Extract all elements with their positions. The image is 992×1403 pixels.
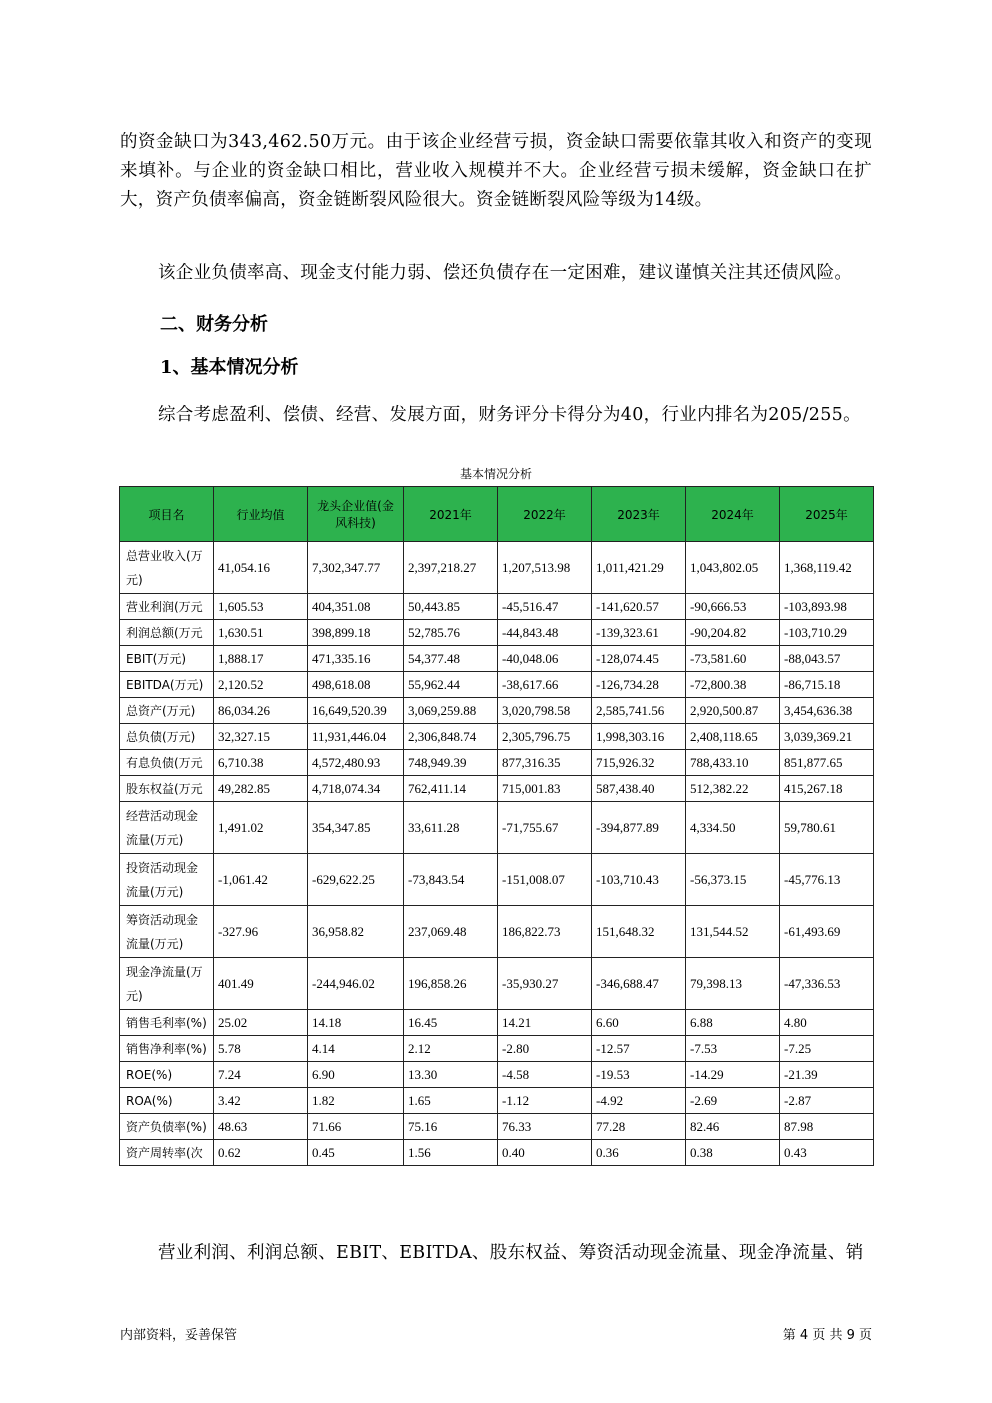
column-header: 2025年 (780, 487, 874, 542)
table-cell: 6.60 (592, 1010, 686, 1036)
table-cell: -7.53 (686, 1036, 780, 1062)
column-header: 2021年 (404, 487, 498, 542)
table-cell: -47,336.53 (780, 958, 874, 1010)
table-cell: -73,843.54 (404, 854, 498, 906)
table-cell: 404,351.08 (308, 594, 404, 620)
row-label: ROA(%) (120, 1088, 214, 1114)
table-cell: -103,710.43 (592, 854, 686, 906)
table-cell: 14.18 (308, 1010, 404, 1036)
table-cell: 0.40 (498, 1140, 592, 1166)
row-label: 有息负债(万元 (120, 750, 214, 776)
table-cell: -56,373.15 (686, 854, 780, 906)
table-cell: 1,998,303.16 (592, 724, 686, 750)
table-cell: 3,039,369.21 (780, 724, 874, 750)
table-cell: 7.24 (214, 1062, 308, 1088)
row-label: 投资活动现金流量(万元) (120, 854, 214, 906)
table-row (120, 698, 874, 724)
table-cell: 82.46 (686, 1114, 780, 1140)
table-cell: 4,718,074.34 (308, 776, 404, 802)
row-label: EBITDA(万元) (120, 672, 214, 698)
table-cell: -19.53 (592, 1062, 686, 1088)
table-row (120, 672, 874, 698)
table-cell: -244,946.02 (308, 958, 404, 1010)
table-cell: -103,710.29 (780, 620, 874, 646)
table-cell: 79,398.13 (686, 958, 780, 1010)
table-cell: 4,334.50 (686, 802, 780, 854)
table-cell: 3,069,259.88 (404, 698, 498, 724)
table-cell: -103,893.98 (780, 594, 874, 620)
table-cell: 16,649,520.39 (308, 698, 404, 724)
table-cell: 398,899.18 (308, 620, 404, 646)
table-cell: 86,034.26 (214, 698, 308, 724)
table-row (120, 854, 874, 906)
table-cell: 1.82 (308, 1088, 404, 1114)
table-row (120, 620, 874, 646)
table-cell: -40,048.06 (498, 646, 592, 672)
table-cell: -126,734.28 (592, 672, 686, 698)
paragraph-funding-gap: 的资金缺口为343,462.50万元。由于该企业经营亏损，资金缺口需要依靠其收入和资产的变现来填补。与企业的资金缺口相比，营业收入规模并不大。企业经营亏损未缓解，资金缺口在扩大，资产负债率偏高，资金链断裂风险很大。资金链断裂风险等级为14级。 (120, 132, 872, 210)
table-cell: 877,316.35 (498, 750, 592, 776)
table-cell: -629,622.25 (308, 854, 404, 906)
table-cell: 715,926.32 (592, 750, 686, 776)
table-cell: 41,054.16 (214, 542, 308, 594)
table-cell: 6,710.38 (214, 750, 308, 776)
table-row (120, 906, 874, 958)
table-cell: 71.66 (308, 1114, 404, 1140)
table-cell: 2,120.52 (214, 672, 308, 698)
row-label: 现金净流量(万元) (120, 958, 214, 1010)
table-cell: -151,008.07 (498, 854, 592, 906)
table-header-row (120, 487, 874, 542)
row-label: 营业利润(万元 (120, 594, 214, 620)
table-cell: 715,001.83 (498, 776, 592, 802)
table-cell: 14.21 (498, 1010, 592, 1036)
table-cell: -14.29 (686, 1062, 780, 1088)
table-cell: 3.42 (214, 1088, 308, 1114)
row-label: 股东权益(万元 (120, 776, 214, 802)
table-cell: -38,617.66 (498, 672, 592, 698)
table-row (120, 1036, 874, 1062)
column-header: 2024年 (686, 487, 780, 542)
table-cell: -2.87 (780, 1088, 874, 1114)
table-cell: -88,043.57 (780, 646, 874, 672)
table-cell: -4.92 (592, 1088, 686, 1114)
table-cell: 49,282.85 (214, 776, 308, 802)
table-cell: -2.69 (686, 1088, 780, 1114)
table-cell: 196,858.26 (404, 958, 498, 1010)
table-row (120, 1062, 874, 1088)
table-cell: 587,438.40 (592, 776, 686, 802)
table-cell: 3,454,636.38 (780, 698, 874, 724)
financial-table (119, 486, 874, 1166)
table-cell: -1,061.42 (214, 854, 308, 906)
table-cell: 7,302,347.77 (308, 542, 404, 594)
table-row (120, 594, 874, 620)
table-cell: 1.65 (404, 1088, 498, 1114)
table-cell: 76.33 (498, 1114, 592, 1140)
table-cell: -7.25 (780, 1036, 874, 1062)
table-cell: 11,931,446.04 (308, 724, 404, 750)
table-cell: -346,688.47 (592, 958, 686, 1010)
table-row (120, 1114, 874, 1140)
table-cell: 4.80 (780, 1010, 874, 1036)
table-cell: 401.49 (214, 958, 308, 1010)
table-cell: 50,443.85 (404, 594, 498, 620)
table-cell: -4.58 (498, 1062, 592, 1088)
table-cell: 36,958.82 (308, 906, 404, 958)
table-cell: 1,491.02 (214, 802, 308, 854)
table-cell: 1,207,513.98 (498, 542, 592, 594)
table-cell: 186,822.73 (498, 906, 592, 958)
table-cell: 52,785.76 (404, 620, 498, 646)
table-cell: 4.14 (308, 1036, 404, 1062)
row-label: 销售净利率(%) (120, 1036, 214, 1062)
table-cell: 762,411.14 (404, 776, 498, 802)
table-cell: -86,715.18 (780, 672, 874, 698)
table-cell: 2,306,848.74 (404, 724, 498, 750)
table-caption: 基本情况分析 (459, 467, 532, 481)
table-cell: 2,585,741.56 (592, 698, 686, 724)
table-cell: 851,877.65 (780, 750, 874, 776)
table-row (120, 724, 874, 750)
column-header: 项目名 (120, 487, 214, 542)
table-cell: 54,377.48 (404, 646, 498, 672)
table-row (120, 1010, 874, 1036)
table-cell: 33,611.28 (404, 802, 498, 854)
row-label: 资产负债率(%) (120, 1114, 214, 1140)
table-cell: -45,516.47 (498, 594, 592, 620)
footer-page-number: 第 4 页 共 9 页 (782, 1328, 872, 1343)
table-cell: -394,877.89 (592, 802, 686, 854)
row-label: 资产周转率(次 (120, 1140, 214, 1166)
table-cell: 2.12 (404, 1036, 498, 1062)
table-cell: -44,843.48 (498, 620, 592, 646)
table-row (120, 776, 874, 802)
table-cell: 5.78 (214, 1036, 308, 1062)
table-cell: 0.43 (780, 1140, 874, 1166)
table-cell: 0.45 (308, 1140, 404, 1166)
table-cell: -35,930.27 (498, 958, 592, 1010)
table-cell: 1.56 (404, 1140, 498, 1166)
table-cell: -12.57 (592, 1036, 686, 1062)
table-cell: -21.39 (780, 1062, 874, 1088)
table-cell: 87.98 (780, 1114, 874, 1140)
table-cell: -45,776.13 (780, 854, 874, 906)
table-cell: -128,074.45 (592, 646, 686, 672)
table-cell: 6.90 (308, 1062, 404, 1088)
row-label: 经营活动现金流量(万元) (120, 802, 214, 854)
table-cell: 131,544.52 (686, 906, 780, 958)
column-header: 2022年 (498, 487, 592, 542)
table-cell: -61,493.69 (780, 906, 874, 958)
section-heading: 二、财务分析 (160, 314, 268, 335)
table-cell: 77.28 (592, 1114, 686, 1140)
table-cell: -72,800.38 (686, 672, 780, 698)
table-cell: -1.12 (498, 1088, 592, 1114)
column-header: 2023年 (592, 487, 686, 542)
table-row (120, 750, 874, 776)
table-cell: 16.45 (404, 1010, 498, 1036)
table-cell: 1,043,802.05 (686, 542, 780, 594)
table-cell: -90,204.82 (686, 620, 780, 646)
table-row (120, 1140, 874, 1166)
table-row (120, 542, 874, 594)
table-cell: 2,397,218.27 (404, 542, 498, 594)
table-cell: -2.80 (498, 1036, 592, 1062)
table-cell: 748,949.39 (404, 750, 498, 776)
table-cell: 55,962.44 (404, 672, 498, 698)
table-cell: 151,648.32 (592, 906, 686, 958)
table-cell: 1,011,421.29 (592, 542, 686, 594)
table-cell: 512,382.22 (686, 776, 780, 802)
table-cell: 2,408,118.65 (686, 724, 780, 750)
table-cell: 237,069.48 (404, 906, 498, 958)
table-cell: 415,267.18 (780, 776, 874, 802)
paragraph-debt-risk: 该企业负债率高、现金支付能力弱、偿还负债存在一定困难，建议谨慎关注其还债风险。 (158, 263, 853, 283)
table-cell: 471,335.16 (308, 646, 404, 672)
row-label: ROE(%) (120, 1062, 214, 1088)
row-label: 销售毛利率(%) (120, 1010, 214, 1036)
table-cell: -139,323.61 (592, 620, 686, 646)
table-cell: 75.16 (404, 1114, 498, 1140)
row-label: 总营业收入(万元) (120, 542, 214, 594)
table-cell: -71,755.67 (498, 802, 592, 854)
row-label: 筹资活动现金流量(万元) (120, 906, 214, 958)
table-cell: 59,780.61 (780, 802, 874, 854)
column-header: 龙头企业值(金风科技) (308, 487, 404, 542)
footer-confidential: 内部资料，妥善保管 (120, 1328, 238, 1343)
paragraph-score: 综合考虑盈利、偿债、经营、发展方面，财务评分卡得分为40，行业内排名为205/255。 (158, 405, 861, 425)
table-cell: -90,666.53 (686, 594, 780, 620)
table-cell: -327.96 (214, 906, 308, 958)
table-row (120, 802, 874, 854)
table-cell: 0.36 (592, 1140, 686, 1166)
table-cell: 0.38 (686, 1140, 780, 1166)
table-cell: 498,618.08 (308, 672, 404, 698)
table-cell: 1,605.53 (214, 594, 308, 620)
table-cell: 32,327.15 (214, 724, 308, 750)
table-row (120, 1088, 874, 1114)
table-cell: 1,888.17 (214, 646, 308, 672)
table-cell: 1,630.51 (214, 620, 308, 646)
table-body (120, 542, 874, 1166)
row-label: 总负债(万元) (120, 724, 214, 750)
table-cell: 354,347.85 (308, 802, 404, 854)
subsection-heading: 1、基本情况分析 (160, 357, 299, 378)
table-cell: 6.88 (686, 1010, 780, 1036)
table-cell: 3,020,798.58 (498, 698, 592, 724)
row-label: 利润总额(万元 (120, 620, 214, 646)
table-cell: -141,620.57 (592, 594, 686, 620)
paragraph-summary: 营业利润、利润总额、EBIT、EBITDA、股东权益、筹资活动现金流量、现金净流量、销 (158, 1243, 864, 1263)
table-cell: 1,368,119.42 (780, 542, 874, 594)
table-cell: 0.62 (214, 1140, 308, 1166)
table-cell: 48.63 (214, 1114, 308, 1140)
row-label: 总资产(万元) (120, 698, 214, 724)
table-cell: -73,581.60 (686, 646, 780, 672)
row-label: EBIT(万元) (120, 646, 214, 672)
table-cell: 2,920,500.87 (686, 698, 780, 724)
table-cell: 25.02 (214, 1010, 308, 1036)
table-row (120, 646, 874, 672)
table-cell: 4,572,480.93 (308, 750, 404, 776)
column-header: 行业均值 (214, 487, 308, 542)
table-cell: 2,305,796.75 (498, 724, 592, 750)
table-row (120, 958, 874, 1010)
table-cell: 13.30 (404, 1062, 498, 1088)
table-cell: 788,433.10 (686, 750, 780, 776)
